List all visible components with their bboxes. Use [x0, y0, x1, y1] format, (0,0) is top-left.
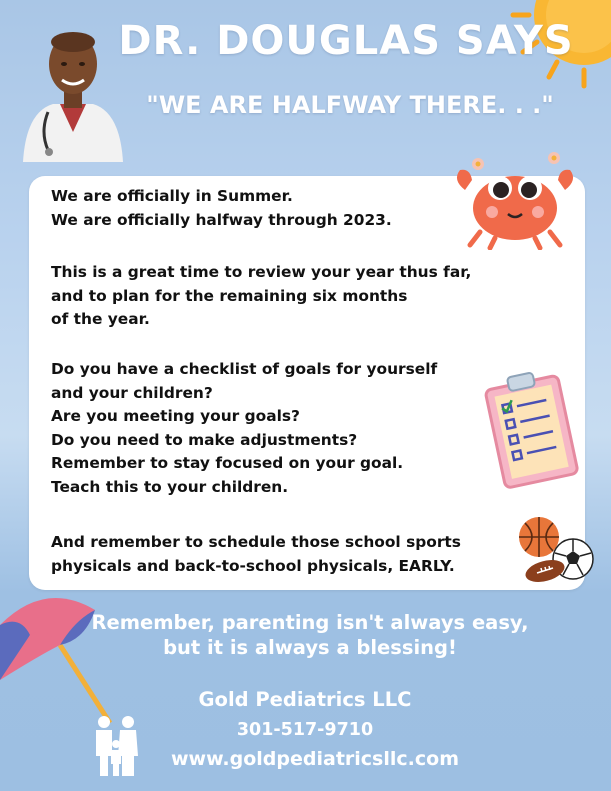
sports-balls-icon [515, 515, 595, 585]
text-line: and your children? [51, 383, 213, 402]
text-line: Do you have a checklist of goals for yourself [51, 360, 438, 378]
footer-quote [40, 610, 580, 660]
paragraph-summer [51, 185, 392, 232]
paragraph-review [51, 261, 471, 332]
text-line: Teach this to your children. [51, 477, 289, 496]
crab-icon [450, 150, 580, 250]
text-line: Are you meeting your goals? [51, 407, 300, 425]
company-name: Gold Pediatrics LLC [198, 688, 412, 711]
quote-line: but it is always a blessing! [163, 636, 457, 659]
text-line: We are officially halfway through 2023. [51, 210, 392, 229]
text-line: and to plan for the remaining six months [51, 286, 408, 305]
text-line: physicals and back-to-school physicals, EARLY. [51, 556, 455, 575]
website-link[interactable]: www.goldpediatricsllc.com [170, 748, 459, 770]
family-icon [88, 712, 146, 778]
clipboard-checklist-icon [480, 368, 580, 490]
quote-line: Remember, parenting isn't always easy, [91, 611, 529, 634]
text-line: This is a great time to review your year thus far, [51, 263, 472, 281]
page-subtitle: "WE ARE HALFWAY THERE. . ." [146, 91, 554, 119]
paragraph-physicals [51, 531, 461, 578]
text-line: Do you need to make adjustments? [51, 430, 358, 449]
text-line: And remember to schedule those school sports [51, 533, 461, 551]
phone-number[interactable]: 301-517-9710 [236, 720, 374, 740]
page-title: DR. DOUGLAS SAYS [118, 18, 574, 64]
text-line: We are officially in Summer. [51, 187, 293, 205]
text-line: of the year. [51, 310, 150, 328]
paragraph-goals [51, 358, 437, 499]
text-line: Remember to stay focused on your goal. [51, 454, 404, 472]
